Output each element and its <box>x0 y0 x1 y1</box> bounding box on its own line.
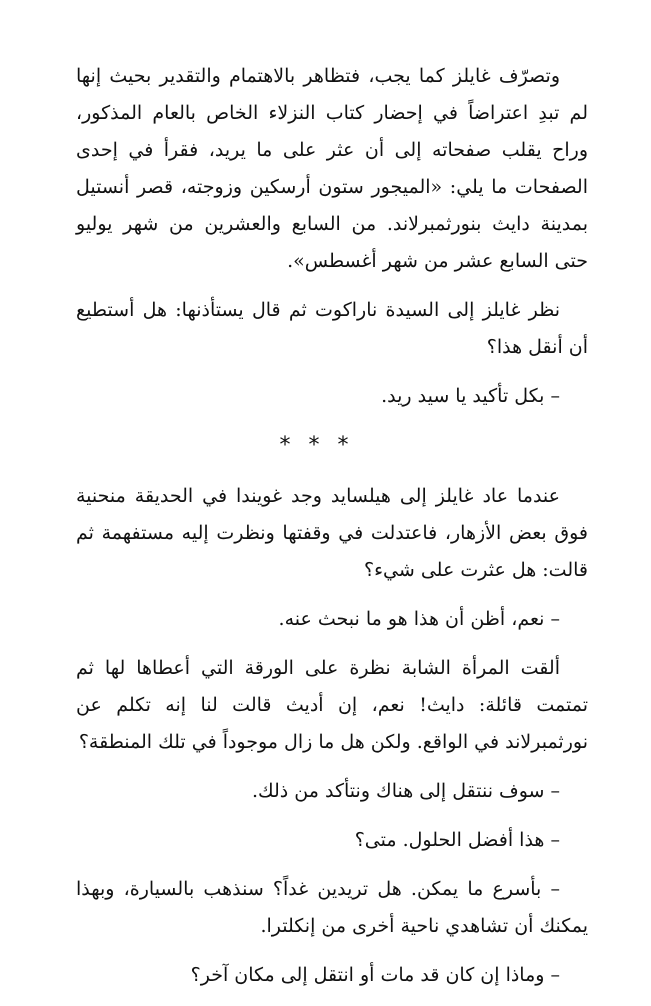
paragraph-guest-book: وتصرّف غايلز كما يجب، فتظاهر بالاهتمام والتقدير بحيث إنها لم تبدِ اعتراضاً في إحضار كتاب النزلاء الخاص بالعام المذكور، وراح يقلب صفحاته إلى أن عثر على ما يريد، فقرأ في إحدى الصفحات ما يلي: «الميجور ستون أرسكين وزوجته، قصر أنستيل بمدينة دايث بنورثمبرلاند. من السابع والعشرين من شهر يوليو حتى السابع عشر من شهر أغسطس». <box>76 65 588 272</box>
paragraph-paper-look: ألقت المرأة الشابة نظرة على الورقة التي أعطاها لها ثم تمتمت قائلة: دايث! نعم، إن أديث قالت لنا إنه تكلم عن نورثمبرلاند في الواقع. ولكن هل ما زال موجوداً في تلك المنطقة؟ <box>76 657 588 753</box>
dialog-line-certainly: – بكل تأكيد يا سيد ريد. <box>381 385 560 407</box>
section-separator: *** <box>279 433 367 458</box>
dialog-line-what-if: – وماذا إن كان قد مات أو انتقل إلى مكان آخر؟ <box>190 964 560 986</box>
dialog-line-when: – هذا أفضل الحلول. متى؟ <box>354 829 560 851</box>
dialog-line-yes: – نعم، أظن أن هذا هو ما نبحث عنه. <box>278 608 560 630</box>
dialog-line-tomorrow: – بأسرع ما يمكن. هل تريدين غداً؟ سنذهب بالسيارة، وبهذا يمكنك أن تشاهدي ناحية أخرى من إنكلترا. <box>76 878 588 937</box>
paragraph-return-hillside: عندما عاد غايلز إلى هيلسايد وجد غويندا في الحديقة منحنية فوق بعض الأزهار، فاعتدلت في وقفتها ونظرت إليه مستفهمة ثم قالت: هل عثرت على شيء؟ <box>76 485 588 581</box>
paragraph-giles-asks: نظر غايلز إلى السيدة ناراكوت ثم قال يستأذنها: هل أستطيع أن أنقل هذا؟ <box>76 299 588 358</box>
book-page <box>76 58 588 1006</box>
dialog-line-move-there: – سوف ننتقل إلى هناك ونتأكد من ذلك. <box>251 780 560 802</box>
